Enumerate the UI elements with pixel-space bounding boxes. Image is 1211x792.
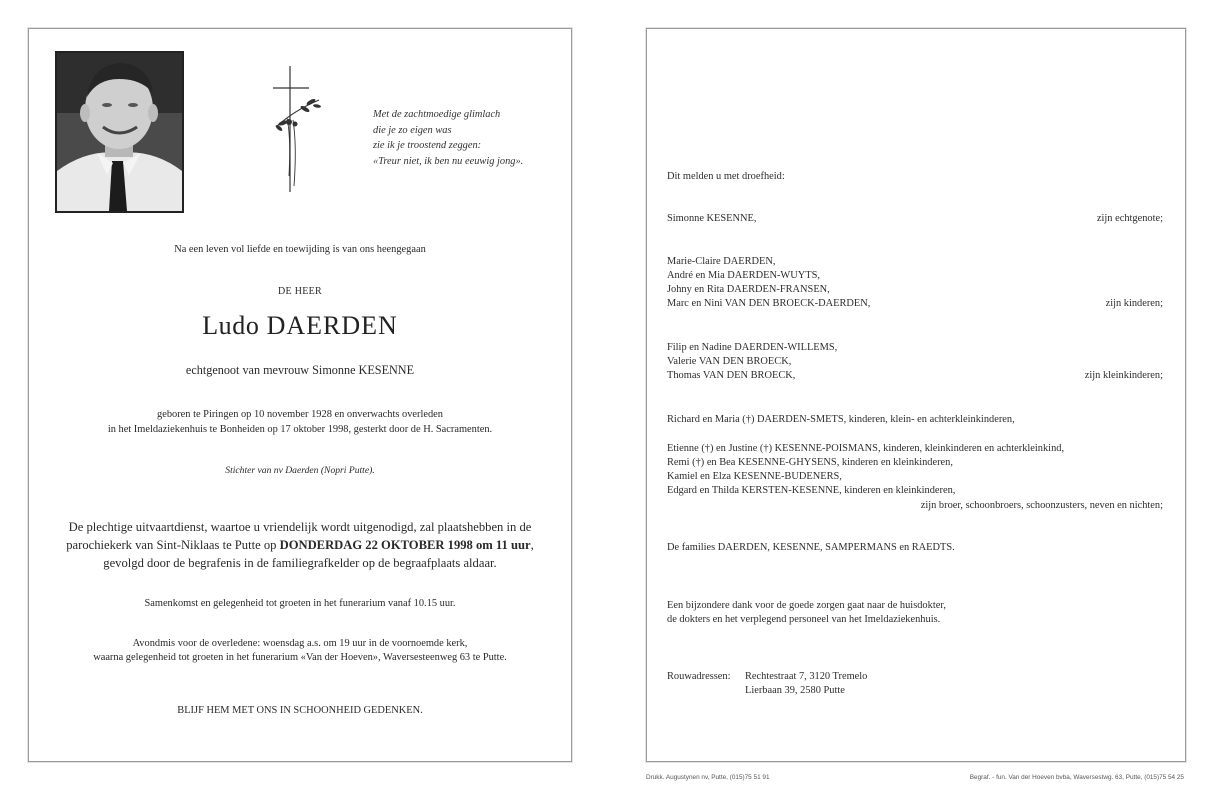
last-name: DAERDEN — [266, 311, 398, 340]
birth-line-1: geboren te Piringen op 10 november 1928 en onverwachts overleden — [157, 409, 443, 420]
sibling-line: Richard en Maria (†) DAERDEN-SMETS, kinderen, klein- en achterkleinkinderen, — [667, 414, 1015, 425]
address-line-1: Rechtestraat 7, 3120 Tremelo — [745, 671, 868, 682]
thanks-line-1: Een bijzondere dank voor de goede zorgen gaat naar de huisdokter, — [667, 600, 946, 611]
poem-line: «Treur niet, ik ben nu eeuwig jong». — [373, 155, 524, 167]
sibling-line: Remi (†) en Bea KESENNE-GHYSENS, kinderen en kleinkinderen, — [667, 457, 953, 468]
service-comma: , — [530, 538, 534, 552]
service-line-1: De plechtige uitvaartdienst, waartoe u vriendelijk wordt uitgenodigd, zal plaatshebben in de — [68, 520, 532, 534]
printer-credit: Drukk. Augustynen nv, Putte, (015)75 51 91 — [646, 774, 770, 781]
founder-line: Stichter van nv Daerden (Nopri Putte). — [225, 465, 375, 476]
siblings-role: zijn broer, schoonbroers, schoonzusters, neven en nichten; — [920, 500, 1163, 511]
closing-line: BLIJF HEM MET ONS IN SCHOONHEID GEDENKEN. — [177, 705, 423, 716]
child-line: Marie-Claire DAERDEN, — [667, 256, 776, 267]
birth-line-2: in het Imeldaziekenhuis te Bonheiden op 17 oktober 1998, gesterkt door de H. Sacramenten. — [107, 424, 493, 435]
sibling-line: Etienne (†) en Justine (†) KESENNE-POISMANS, kinderen, kleinkinderen en achterkleinkind, — [667, 443, 1065, 454]
address-label: Rouwadressen: — [667, 671, 731, 682]
service-church: parochiekerk van Sint-Niklaas te Putte op — [66, 538, 280, 552]
cross-with-olive-branch-icon — [267, 66, 323, 192]
poem-line: die je zo eigen was — [373, 124, 452, 136]
spouse-role: zijn echtgenote; — [1096, 213, 1163, 224]
families-line: De families DAERDEN, KESENNE, SAMPERMANS en RAEDTS. — [667, 542, 955, 553]
evening-line-1: Avondmis voor de overledene: woensdag a.s. om 19 uur in de voornoemde kerk, — [132, 638, 468, 649]
left-card-panel — [28, 28, 572, 762]
child-line: André en Mia DAERDEN-WUYTS, — [667, 270, 820, 281]
gathering-line: Samenkomst en gelegenheid tot groeten in het funerarium vanaf 10.15 uur. — [144, 598, 456, 609]
right-card-panel — [646, 28, 1186, 762]
grandchildren-role: zijn kleinkinderen; — [1084, 370, 1163, 381]
child-line: Johny en Rita DAERDEN-FRANSEN, — [667, 284, 830, 295]
first-name: Ludo — [202, 311, 260, 340]
deceased-name — [29, 311, 571, 341]
title-prefix: DE HEER — [277, 286, 323, 297]
poem-line: zie ik je troostend zeggen: — [373, 140, 482, 151]
grandchild-line: Filip en Nadine DAERDEN-WILLEMS, — [667, 342, 838, 353]
service-line-3: gevolgd door de begrafenis in de familiegrafkelder op de begraafplaats aldaar. — [103, 556, 497, 570]
children-role: zijn kinderen; — [1105, 298, 1163, 309]
spouse-line: echtgenoot van mevrouw Simonne KESENNE — [185, 363, 415, 377]
grandchild-line: Valerie VAN DEN BROECK, — [667, 356, 792, 367]
portrait-photo — [55, 51, 184, 213]
thanks-line-2: de dokters en het verplegend personeel van het Imeldaziekenhuis. — [667, 614, 941, 625]
poem-text — [373, 107, 563, 169]
announce-line: Dit melden u met droefheid: — [667, 171, 785, 182]
child-line: Marc en Nini VAN DEN BROECK-DAERDEN, — [667, 298, 871, 309]
address-line-2: Lierbaan 39, 2580 Putte — [745, 685, 845, 696]
service-line-2 — [29, 536, 571, 554]
service-date: DONDERDAG 22 OKTOBER 1998 om 11 uur — [279, 538, 531, 552]
grandchild-line: Thomas VAN DEN BROECK, — [667, 370, 796, 381]
sibling-line: Kamiel en Elza KESENNE-BUDENERS, — [667, 471, 842, 482]
spouse-name: Simonne KESENNE, — [667, 213, 757, 224]
poem-line: Met de zachtmoedige glimlach — [373, 109, 501, 120]
sibling-line: Edgard en Thilda KERSTEN-KESENNE, kinderen en kleinkinderen, — [667, 485, 956, 496]
intro-line: Na een leven vol liefde en toewijding is van ons heengegaan — [174, 244, 426, 255]
evening-line-2: waarna gelegenheid tot groeten in het funerarium «Van der Hoeven», Waversesteenweg 63 te Putte. — [93, 652, 507, 663]
funeral-home-credit: Begraf. - fun. Van der Hoeven bvba, Waversestwg. 63, Putte, (015)75 54 25 — [969, 774, 1184, 781]
